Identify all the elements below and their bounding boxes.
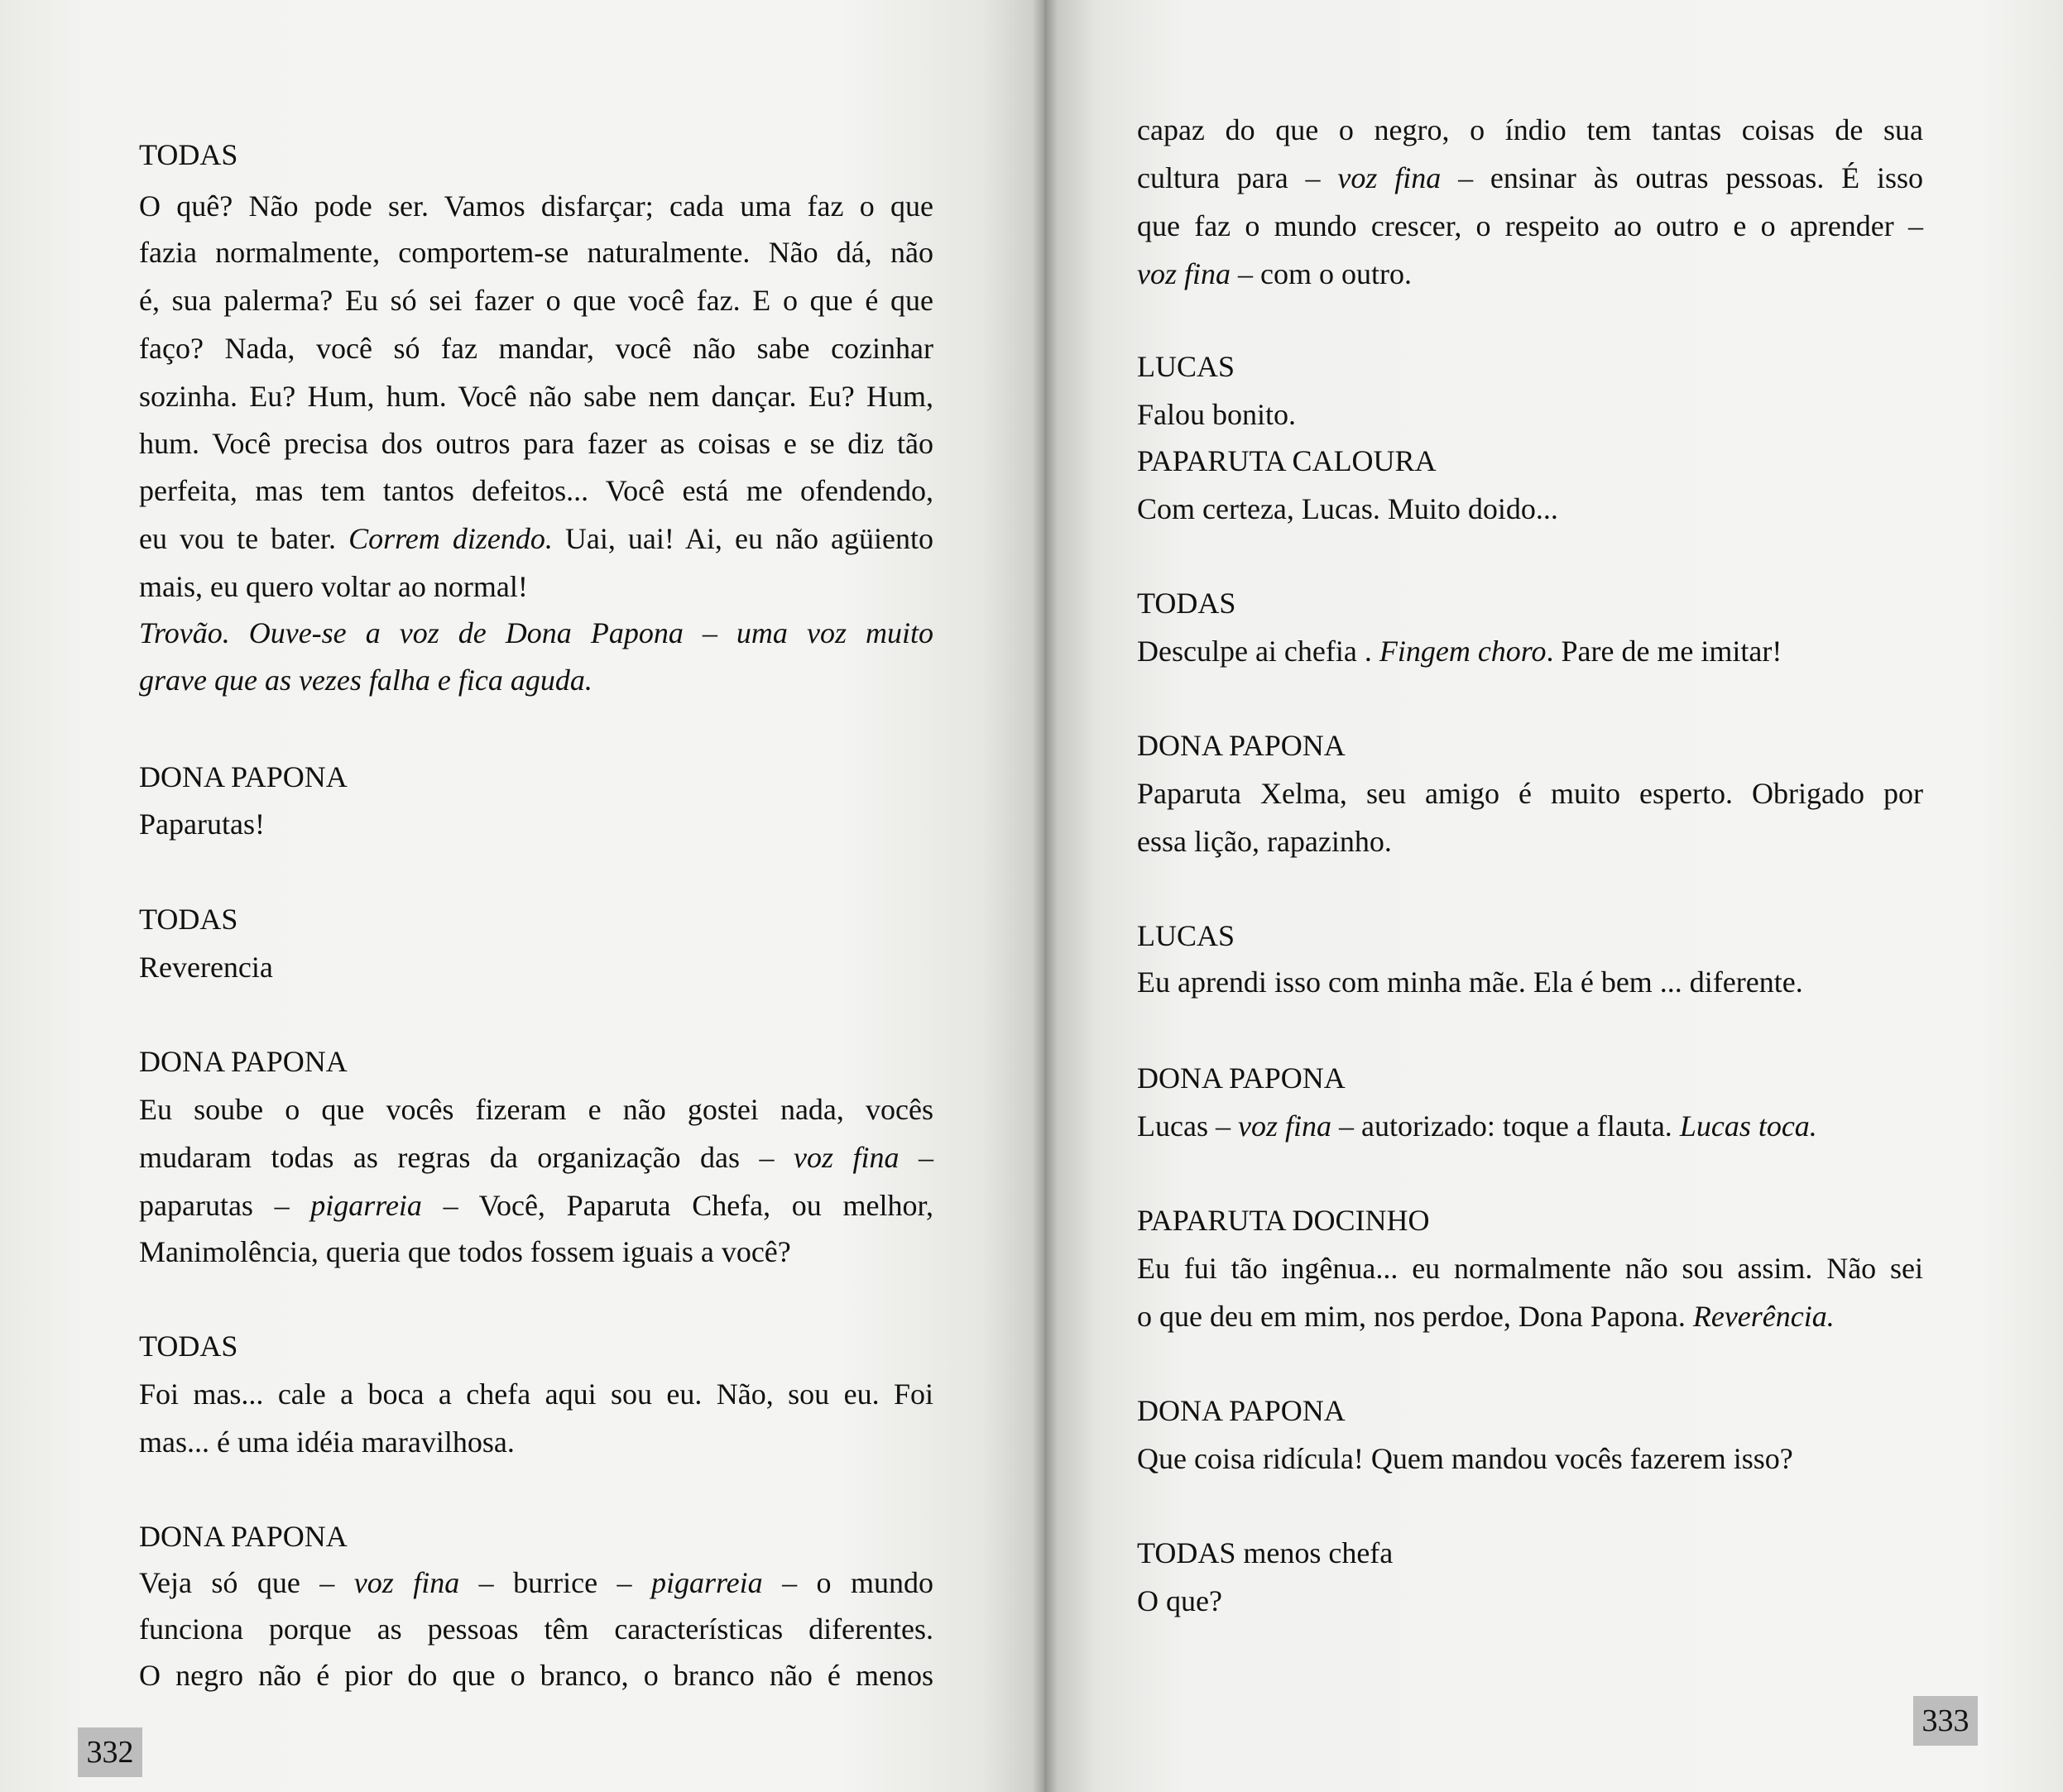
text-line: Foi mas... cale a boca a chefa aqui sou eu. Não, sou eu. Foi [139, 1378, 933, 1411]
text-line: Com certeza, Lucas. Muito doido... [1137, 492, 1558, 525]
text-line: mais, eu quero voltar ao normal! [139, 570, 528, 603]
text-line: PAPARUTA DOCINHO [1137, 1204, 1430, 1237]
text-line: Eu soube o que vocês fizeram e não gostei nada, vocês [139, 1093, 933, 1126]
text-line: DONA PAPONA [1137, 729, 1346, 762]
text-line: TODAS [139, 1330, 238, 1363]
text-line: Paparutas! [139, 807, 265, 841]
text-line: hum. Você precisa dos outros para fazer as coisas e se diz tão [139, 427, 933, 460]
text-line: Paparuta Xelma, seu amigo é muito esperto. Obrigado por [1137, 777, 1923, 810]
text-line: sozinha. Eu? Hum, hum. Você não sabe nem dançar. Eu? Hum, [139, 380, 933, 413]
text-line: o que deu em mim, nos perdoe, Dona Papona. Reverência. [1137, 1300, 1835, 1333]
text-line: Que coisa ridícula! Quem mandou vocês fazerem isso? [1137, 1442, 1793, 1475]
text-line: DONA PAPONA [139, 760, 348, 793]
text-line: O quê? Não pode ser. Vamos disfarçar; cada uma faz o que [139, 189, 933, 223]
text-line: funciona porque as pessoas têm características diferentes. [139, 1612, 933, 1646]
book-spine-shadow [1033, 0, 1058, 1792]
stage-direction: grave que as vezes falha e fica aguda. [139, 664, 593, 697]
text-line: eu vou te bater. Correm dizendo. Uai, uai! Ai, eu não agüiento [139, 522, 933, 555]
right-page [1044, 0, 2063, 1792]
text-line: TODAS [139, 138, 238, 171]
text-line: faço? Nada, você só faz mandar, você não sabe cozinhar [139, 332, 933, 365]
text-line: Manimolência, queria que todos fossem iguais a você? [139, 1235, 791, 1268]
text-line: perfeita, mas tem tantos defeitos... Você está me ofendendo, [139, 474, 933, 507]
text-line: DONA PAPONA [139, 1520, 348, 1553]
text-line: Lucas – voz fina – autorizado: toque a flauta. Lucas toca. [1137, 1109, 1817, 1143]
text-line: LUCAS [1137, 350, 1235, 383]
text-line: DONA PAPONA [1137, 1061, 1346, 1095]
text-line: PAPARUTA CALOURA [1137, 444, 1437, 477]
text-line: DONA PAPONA [1137, 1394, 1346, 1427]
text-line: Desculpe ai chefia . Fingem choro. Pare de me imitar! [1137, 635, 1782, 668]
text-line: TODAS [139, 903, 238, 936]
text-line: mudaram todas as regras da organização das – voz fina – [139, 1141, 933, 1174]
text-line: capaz do que o negro, o índio tem tantas coisas de sua [1137, 113, 1923, 146]
text-line: Reverencia [139, 951, 273, 984]
text-line: Falou bonito. [1137, 398, 1297, 431]
text-line: essa lição, rapazinho. [1137, 825, 1392, 858]
text-line: TODAS menos chefa [1137, 1536, 1394, 1569]
text-line: fazia normalmente, comportem-se naturalmente. Não dá, não [139, 236, 933, 269]
text-line: TODAS [1137, 587, 1236, 620]
text-line: O negro não é pior do que o branco, o branco não é menos [139, 1659, 933, 1692]
text-line: O que? [1137, 1584, 1222, 1617]
text-line: LUCAS [1137, 919, 1235, 952]
text-line: DONA PAPONA [139, 1045, 348, 1078]
text-line: Eu fui tão ingênua... eu normalmente não sou assim. Não sei [1137, 1252, 1923, 1285]
text-line: paparutas – pigarreia – Você, Paparuta Chefa, ou melhor, [139, 1189, 933, 1222]
text-line: cultura para – voz fina – ensinar às outras pessoas. É isso [1137, 161, 1923, 194]
text-line: mas... é uma idéia maravilhosa. [139, 1425, 515, 1459]
page-number: 332 [78, 1727, 142, 1777]
text-line: Eu aprendi isso com minha mãe. Ela é bem ... diferente. [1137, 965, 1803, 999]
text-line: que faz o mundo crescer, o respeito ao outro e o aprender – [1137, 209, 1923, 242]
text-line: Veja só que – voz fina – burrice – pigarreia – o mundo [139, 1566, 933, 1599]
page-number: 333 [1913, 1696, 1978, 1746]
text-line: voz fina – com o outro. [1137, 257, 1412, 290]
stage-direction: Trovão. Ouve-se a voz de Dona Papona – uma voz muito [139, 616, 933, 649]
text-line: é, sua palerma? Eu só sei fazer o que você faz. E o que é que [139, 284, 933, 317]
